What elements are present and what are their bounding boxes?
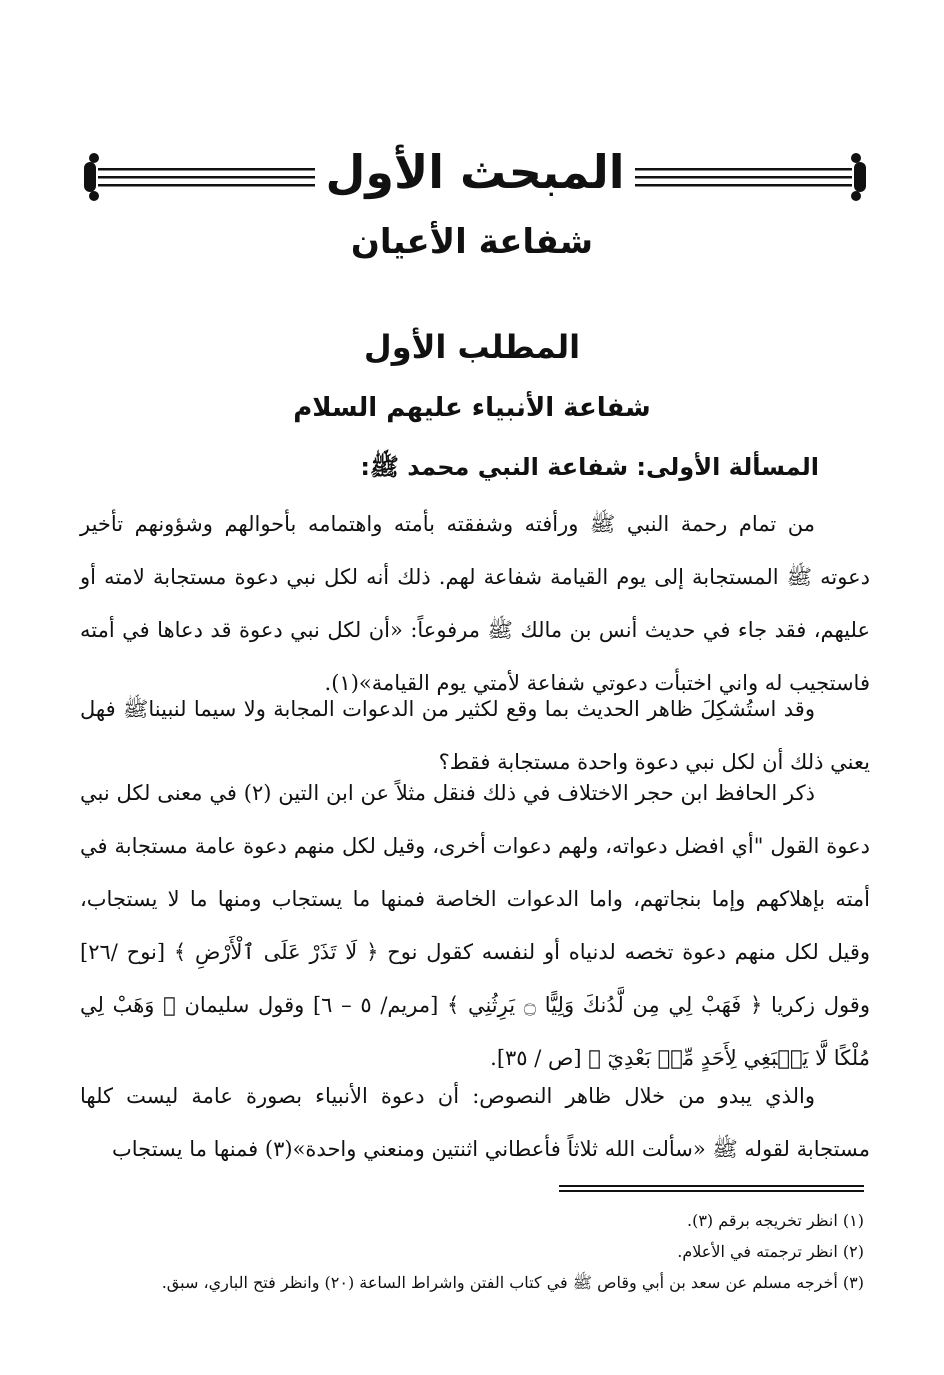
footnote-2: (٢) انظر ترجمته في الأعلام. <box>677 1242 864 1261</box>
paragraph-2: وقد استُشكِلَ ظاهر الحديث بما وقع لكثير من الدعوات المجابة ولا سيما لنبيناﷺ فهل يعني ذلك أن لكل نبي دعوة واحدة مستجابة فقط؟ <box>80 697 870 774</box>
section-title: المطلب الأول <box>363 328 581 366</box>
footnotes <box>80 1205 864 1298</box>
paragraph-1: من تمام رحمة النبي ﷺ ورأفته وشفقته بأمته واهتمامه بأحوالهم وشؤونهم تأخير دعوته ﷺ المستجابة إلى يوم القيامة شفاعة لهم. ذلك أنه لكل نبي دعوة مستجابة لامته أو عليهم، فقد جاء في حديث أنس بن مالك ﷺ مرفوعاً: «أن لكل نبي دعوة قد دعاها في أمته فاستجيب له واني اختبأت دعوتي شفاعة لأمتي يوم القيامة»(١). <box>80 512 870 695</box>
footnote-3: (٣) أخرجه مسلم عن سعد بن أبي وقاص ﷺ في كتاب الفتن واشراط الساعة (٢٠) وانظر فتح الباري، سبق. <box>161 1273 864 1292</box>
chapter-title: المبحث الأول <box>80 144 870 200</box>
chapter-banner <box>80 140 870 210</box>
paragraph-3: ذكر الحافظ ابن حجر الاختلاف في ذلك فنقل مثلاً عن ابن التين (٢) في معنى لكل نبي دعوة القول "أي افضل دعواته، ولهم دعوات أخرى، وقيل لكل منهم دعوة عامة مستجابة في أمته بإهلاكهم وإما بنجاتهم، واما الدعوات الخاصة فمنها ما يستجاب ومنها ما لا يستجاب، وقيل لكل منهم دعوة تخصه لدنياه أو لنفسه كقول نوح ﴿ لَا تَذَرْ عَلَى ٱلْأَرْضِ ﴾ [نوح /٢٦] وقول زكريا ﴿ فَهَبْ لِي مِن لَّدُنكَ وَلِيًّا ۝ يَرِثُنِي ﴾ [مريم/ ٥ – ٦] وقول سليمان ﴿ وَهَبْ لِي مُلْكًا لَّا يَنۢبَغِي لِأَحَدٍ مِّنۢ بَعْدِيٓ ﴾ [ص / ٣٥]. <box>80 781 871 1070</box>
issue-heading: المسألة الأولى: شفاعة النبي محمد ﷺ: <box>360 453 819 481</box>
chapter-subtitle: شفاعة الأعيان <box>350 222 594 262</box>
footnote-divider <box>559 1185 864 1195</box>
section-subtitle: شفاعة الأنبياء عليهم السلام <box>293 393 651 423</box>
paragraph-4: والذي يبدو من خلال ظاهر النصوص: أن دعوة الأنبياء بصورة عامة ليست كلها مستجابة لقوله ﷺ «سألت الله ثلاثاً فأعطاني اثنتين ومنعني واحدة»(٣) فمنها ما يستجاب <box>80 1084 870 1161</box>
footnote-1: (١) انظر تخريجه برقم (٣). <box>687 1211 864 1230</box>
